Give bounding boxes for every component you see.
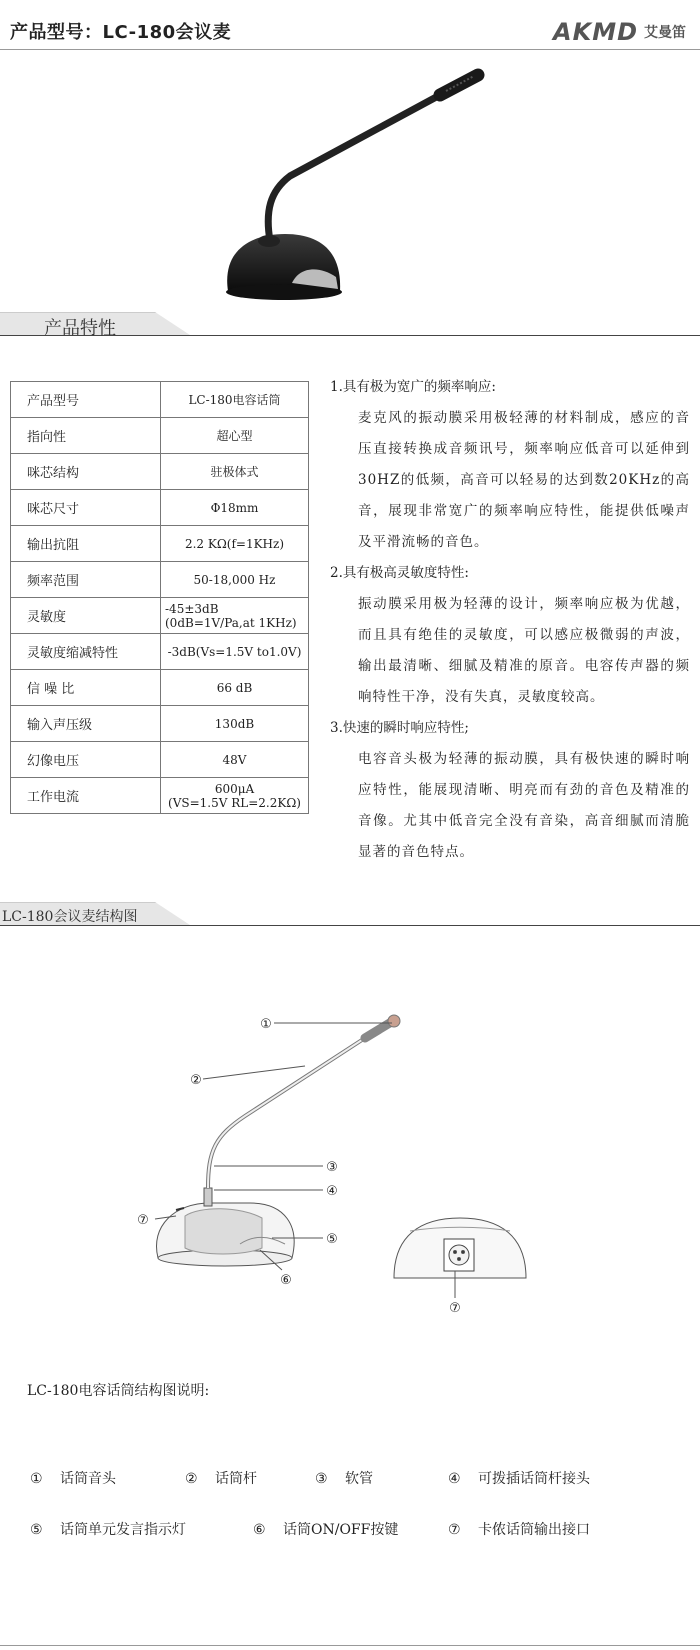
- feature-heading: 2.具有极高灵敏度特性:: [330, 565, 469, 581]
- feature-body: 电容音头极为轻薄的振动膜，具有极快速的瞬时响应特性，能展现清晰、明亮而有劲的音色及精准的音像。尤其中低音完全没有音染，高音细腻而清脆显著的音色特点。: [358, 751, 690, 860]
- spec-value: 66 dB: [161, 670, 309, 706]
- spec-label: 工作电流: [11, 778, 161, 814]
- features-section-bar: [0, 312, 700, 339]
- spec-label: 频率范围: [11, 562, 161, 598]
- features-section-title: 产品特性: [44, 318, 116, 339]
- spec-value: 50-18,000 Hz: [161, 562, 309, 598]
- spec-value: -45±3dB (0dB=1V/Pa,at 1KHz): [161, 598, 309, 634]
- spec-label: 信 噪 比: [11, 670, 161, 706]
- callout-1: ①: [260, 1017, 272, 1032]
- spec-row: [11, 454, 309, 490]
- spec-table: [10, 381, 309, 814]
- legend-item: ⑤ 话筒单元发言指示灯: [30, 1522, 186, 1538]
- spec-row: [11, 418, 309, 454]
- spec-value: -3dB(Vs=1.5V to1.0V): [161, 634, 309, 670]
- spec-label: 咪芯结构: [11, 454, 161, 490]
- spec-label: 产品型号: [11, 382, 161, 418]
- legend-item: ② 话筒杆: [185, 1471, 257, 1487]
- spec-row: [11, 562, 309, 598]
- spec-row: [11, 598, 309, 634]
- structure-diagram: [0, 926, 700, 1336]
- feature-body: 振动膜采用极为轻薄的设计，频率响应极为优越，而且具有绝佳的灵敏度，可以感应极微弱的声波，输出最清晰、细腻及精准的原音。电容传声器的频响特性干净，没有失真，灵敏度较高。: [358, 596, 690, 705]
- structure-section-bar: [0, 902, 700, 926]
- spec-label: 咪芯尺寸: [11, 490, 161, 526]
- callout-2: ②: [190, 1073, 202, 1088]
- spec-row: [11, 706, 309, 742]
- feature-heading: 1.具有极为宽广的频率响应:: [330, 379, 496, 395]
- structure-section-title: LC-180会议麦结构图: [2, 909, 138, 925]
- legend-title: LC-180电容话筒结构图说明:: [27, 1383, 210, 1399]
- legend-item: ⑥ 话筒ON/OFF按键: [253, 1522, 399, 1538]
- brand-logo: [553, 20, 686, 44]
- spec-value: 2.2 KΩ(f=1KHz): [161, 526, 309, 562]
- spec-label: 指向性: [11, 418, 161, 454]
- page-title: 产品型号：LC-180会议麦: [10, 22, 232, 43]
- spec-label: 灵敏度: [11, 598, 161, 634]
- spec-value: 驻极体式: [161, 454, 309, 490]
- spec-row: [11, 634, 309, 670]
- brand-name-cn: 艾曼笛: [644, 25, 686, 41]
- spec-row: [11, 778, 309, 814]
- spec-row: [11, 490, 309, 526]
- callout-5: ⑤: [326, 1232, 338, 1247]
- page-header: [0, 0, 700, 50]
- legend-item: ④ 可拨插话筒杆接头: [448, 1471, 590, 1487]
- spec-row: [11, 742, 309, 778]
- spec-row: [11, 670, 309, 706]
- spec-value: Φ18mm: [161, 490, 309, 526]
- feature-body: 麦克风的振动膜采用极轻薄的材料制成，感应的音压直接转换成音频讯号，频率响应低音可以延伸到30HZ的低频，高音可以轻易的达到数20KHz的高音，展现非常宽广的频率响应特性，能提供低噪声及平滑流畅的音色。: [358, 410, 690, 550]
- callout-4: ④: [326, 1184, 338, 1199]
- spec-value: 600μA (VS=1.5V RL=2.2KΩ): [161, 778, 309, 814]
- spec-row: [11, 526, 309, 562]
- spec-label: 灵敏度缩减特性: [11, 634, 161, 670]
- legend-item: ① 话筒音头: [30, 1471, 116, 1487]
- product-photo: [0, 51, 700, 311]
- features-list: [330, 372, 690, 868]
- spec-label: 幻像电压: [11, 742, 161, 778]
- spec-value: 48V: [161, 742, 309, 778]
- legend-item: ⑦ 卡侬话筒输出接口: [448, 1522, 590, 1538]
- spec-label: 输出抗阻: [11, 526, 161, 562]
- callout-7-front: ⑦: [137, 1213, 149, 1228]
- callout-6: ⑥: [280, 1273, 292, 1288]
- brand-name: AKMD: [553, 18, 638, 46]
- spec-label: 输入声压级: [11, 706, 161, 742]
- legend-item: ③ 软管: [315, 1471, 373, 1487]
- feature-heading: 3.快速的瞬时响应特性;: [330, 720, 469, 736]
- callout-7-rear: ⑦: [449, 1301, 461, 1316]
- spec-value: LC-180电容话筒: [161, 382, 309, 418]
- spec-row: [11, 382, 309, 418]
- callout-3: ③: [326, 1160, 338, 1175]
- footer-divider: [0, 1645, 700, 1646]
- spec-value: 130dB: [161, 706, 309, 742]
- spec-value: 超心型: [161, 418, 309, 454]
